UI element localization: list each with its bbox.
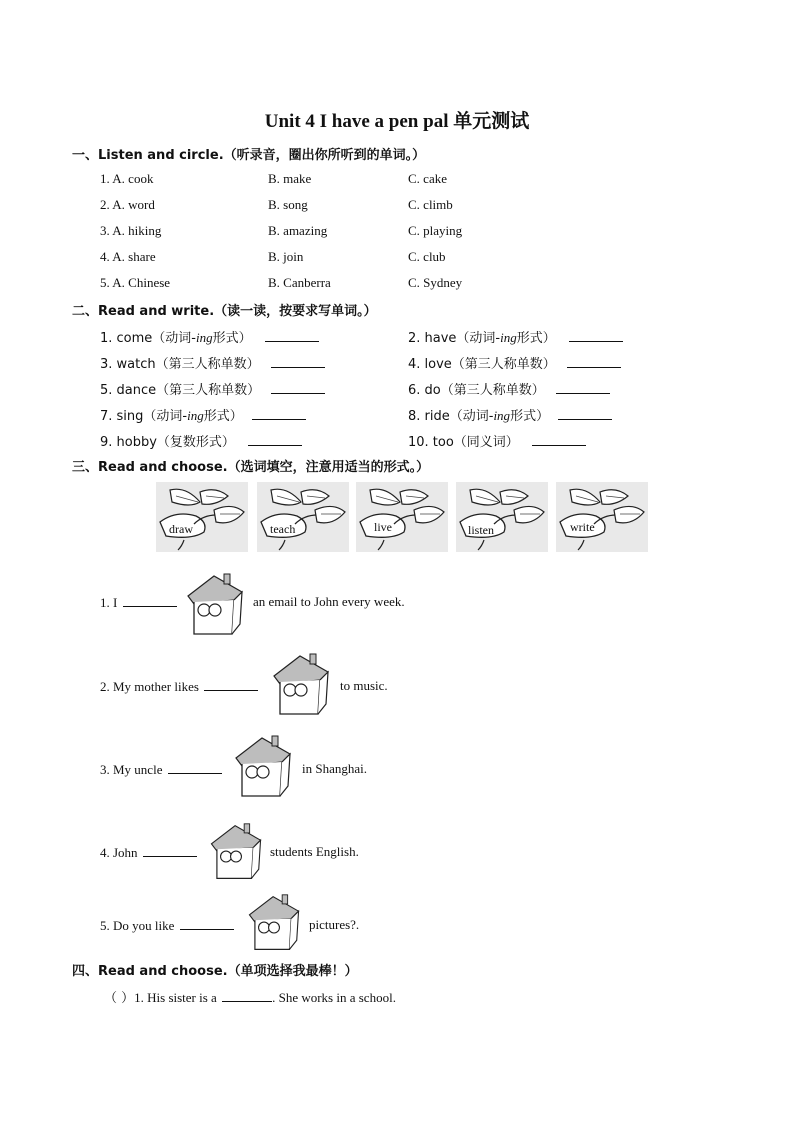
- page-title: Unit 4 I have a pen pal 单元测试: [264, 111, 530, 132]
- word-card-write: [556, 482, 648, 552]
- s2-item-8: 8. ride（动词-ing形式）: [408, 405, 612, 424]
- s2-item-5: 5. dance（第三人称单数）: [100, 379, 325, 398]
- leaf-icon: [356, 482, 448, 552]
- section-3-heading: 三、Read and choose.（选词填空，注意用适当的形式。）: [72, 460, 430, 475]
- s2-item-9: 9. hobby（复数形式）: [100, 431, 302, 450]
- s2-item-1: 1. come（动词-ing形式）: [100, 327, 319, 346]
- word-card-draw: [156, 482, 248, 552]
- s4-question-1: （ ）1. His sister is a . She works in a school.: [104, 990, 396, 1006]
- house-icon: [205, 822, 267, 882]
- s3-sentence-3-end: in Shanghai.: [302, 761, 367, 776]
- s1-row4-a: 4. A. share: [100, 249, 156, 264]
- s2-item-3: 3. watch（第三人称单数）: [100, 353, 325, 372]
- answer-blank[interactable]: [567, 355, 621, 368]
- answer-blank[interactable]: [532, 433, 586, 446]
- s2-item-2: 2. have（动词-ing形式）: [408, 327, 623, 346]
- s2-item-4: 4. love（第三人称单数）: [408, 353, 621, 372]
- answer-blank[interactable]: [271, 381, 325, 394]
- s2-item-6: 6. do（第三人称单数）: [408, 379, 610, 398]
- s3-sentence-3: 3. My uncle: [100, 761, 222, 778]
- s1-row2-b: B. song: [268, 197, 308, 212]
- s1-row2-a: 2. A. word: [100, 197, 155, 212]
- answer-blank[interactable]: [556, 381, 610, 394]
- s3-sentence-4: 4. John: [100, 844, 197, 861]
- section-1-heading: 一、Listen and circle.（听录音，圈出你所听到的单词。）: [72, 148, 426, 163]
- s3-sentence-4-end: students English.: [270, 844, 359, 859]
- answer-blank[interactable]: [248, 433, 302, 446]
- s1-row1-c: C. cake: [408, 171, 447, 186]
- section-4-heading: 四、Read and choose.（单项选择我最棒！）: [72, 964, 358, 979]
- s1-row3-a: 3. A. hiking: [100, 223, 162, 238]
- answer-blank[interactable]: [265, 329, 319, 342]
- answer-blank[interactable]: [252, 407, 306, 420]
- s2-item-10: 10. too（同义词）: [408, 431, 586, 450]
- leaf-icon: [556, 482, 648, 552]
- s1-row5-b: B. Canberra: [268, 275, 331, 290]
- s1-row4-c: C. club: [408, 249, 446, 264]
- s1-row3-c: C. playing: [408, 223, 463, 238]
- word-label: teach: [270, 522, 296, 536]
- house-icon: [270, 652, 332, 718]
- leaf-icon: [156, 482, 248, 552]
- house-icon: [232, 734, 294, 800]
- word-card-listen: [456, 482, 548, 552]
- word-card-live: [356, 482, 448, 552]
- s1-row1-a: 1. A. cook: [100, 171, 154, 186]
- house-icon: [184, 572, 246, 638]
- s1-row5-c: C. Sydney: [408, 275, 463, 290]
- word-label: draw: [169, 522, 193, 536]
- answer-blank[interactable]: [204, 678, 258, 691]
- s1-row2-c: C. climb: [408, 197, 453, 212]
- word-label: write: [570, 520, 595, 534]
- s2-item-7: 7. sing（动词-ing形式）: [100, 405, 306, 424]
- answer-blank[interactable]: [180, 917, 234, 930]
- answer-blank[interactable]: [271, 355, 325, 368]
- word-card-teach: [257, 482, 349, 552]
- answer-blank[interactable]: [558, 407, 612, 420]
- section-2-heading: 二、Read and write.（读一读，按要求写单词。）: [72, 304, 377, 319]
- word-label: listen: [468, 523, 494, 537]
- house-icon: [243, 893, 305, 953]
- s3-sentence-1-end: an email to John every week.: [253, 594, 405, 609]
- answer-blank[interactable]: [222, 989, 272, 1002]
- s3-sentence-2-end: to music.: [340, 678, 388, 693]
- s3-sentence-1: 1. I: [100, 594, 177, 611]
- leaf-icon: [456, 482, 548, 552]
- answer-paren[interactable]: （ ）: [104, 991, 135, 1006]
- s3-sentence-5: 5. Do you like: [100, 917, 234, 934]
- s1-row1-b: B. make: [268, 171, 312, 186]
- answer-blank[interactable]: [168, 761, 222, 774]
- s1-row4-b: B. join: [268, 249, 304, 264]
- s1-row5-a: 5. A. Chinese: [100, 275, 171, 290]
- word-label: live: [374, 520, 392, 534]
- s1-row3-b: B. amazing: [268, 223, 328, 238]
- answer-blank[interactable]: [569, 329, 623, 342]
- answer-blank[interactable]: [123, 594, 177, 607]
- answer-blank[interactable]: [143, 844, 197, 857]
- s3-sentence-5-end: pictures?.: [309, 917, 360, 932]
- leaf-icon: [257, 482, 349, 552]
- s3-sentence-2: 2. My mother likes: [100, 678, 258, 695]
